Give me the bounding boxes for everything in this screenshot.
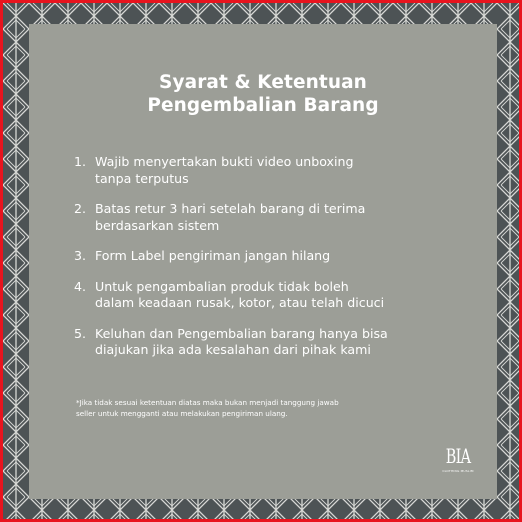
logo-subtitle: CLOTHING MUSLIM (442, 469, 474, 473)
brand-logo (441, 444, 475, 473)
logo-mark: BIA (445, 444, 471, 468)
item-text-line-2: tanpa terputus (95, 170, 189, 186)
terms-card (29, 24, 497, 499)
item-text-line-1: Form Label pengiriman jangan hilang (95, 248, 331, 263)
list-item (74, 279, 474, 312)
list-item (74, 326, 474, 359)
item-number: 4. (74, 278, 87, 294)
item-number: 5. (74, 325, 87, 341)
item-text-line-1: Wajib menyertakan bukti video unboxing (95, 154, 354, 169)
item-number: 3. (74, 248, 87, 263)
item-text-line-1: Keluhan dan Pengembalian barang hanya bisa (95, 325, 388, 341)
note-line-1: *Jika tidak sesuai ketentuan diatas maka bukan menjadi tanggung jawab (76, 398, 339, 407)
title-line-1: Syarat & Ketentuan (159, 72, 367, 93)
item-text-line-2: dalam keadaan rusak, kotor, atau telah dicuci (95, 295, 385, 310)
item-text-line-2: diajukan jika ada kesalahan dari pihak kami (95, 342, 371, 357)
item-text-line-2: berdasarkan sistem (95, 217, 220, 233)
page-title (29, 71, 497, 117)
note-line-2: seller untuk mengganti atau melakukan pengiriman ulang. (76, 409, 288, 418)
terms-list (74, 154, 474, 373)
item-number: 2. (74, 201, 87, 216)
list-item (74, 248, 474, 265)
disclaimer-note (76, 397, 476, 419)
list-item (74, 201, 474, 234)
item-number: 1. (74, 154, 87, 169)
list-item (74, 154, 474, 187)
item-text-line-1: Batas retur 3 hari setelah barang di terima (95, 201, 366, 216)
item-text-line-1: Untuk pengambalian produk tidak boleh (95, 278, 349, 294)
title-line-2: Pengembalian Barang (147, 95, 379, 116)
